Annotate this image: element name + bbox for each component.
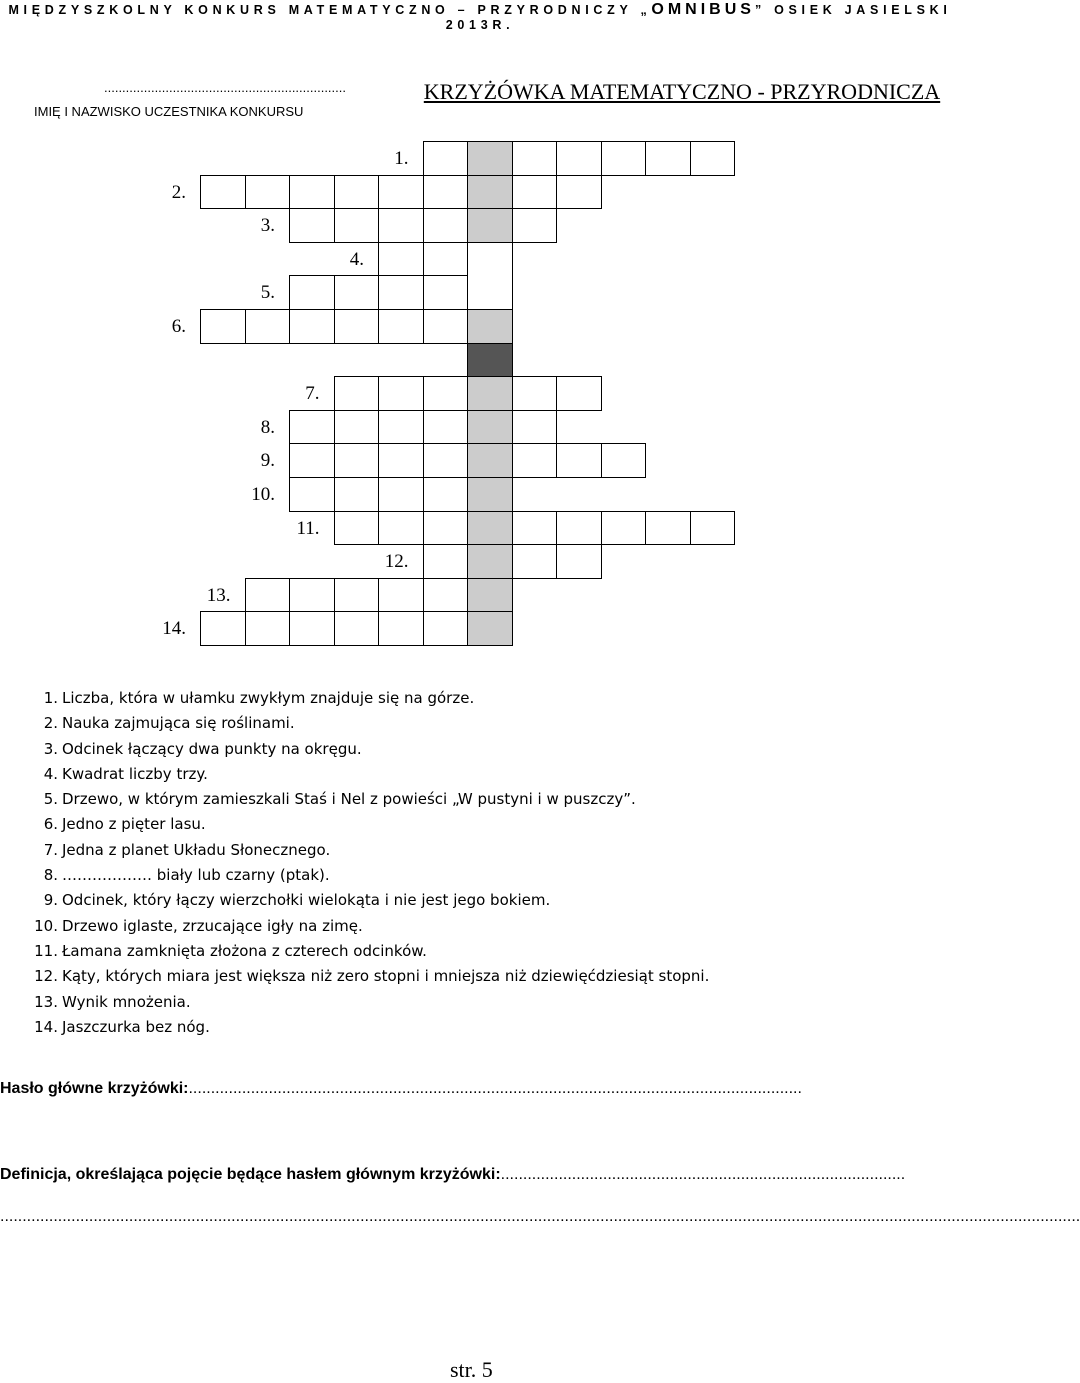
letter-cell[interactable]: [512, 175, 558, 210]
letter-cell[interactable]: [334, 275, 380, 310]
clue-text: Nauka zajmująca się roślinami.: [62, 714, 295, 733]
letter-cell[interactable]: [334, 410, 380, 445]
clue-item: [0, 914, 709, 939]
main-password-dots: ..........................................................................................................................................: [188, 1080, 802, 1097]
clue-text: Drzewo, w którym zamieszkali Staś i Nel z powieści „W pustyni i w puszczy”.: [62, 790, 636, 809]
letter-cell[interactable]: [334, 376, 380, 411]
letter-cell[interactable]: [645, 141, 691, 176]
crossword-title: KRZYŻÓWKA MATEMATYCZNO - PRZYRODNICZA: [423, 79, 941, 104]
letter-cell[interactable]: [556, 443, 602, 478]
letter-cell[interactable]: [334, 309, 380, 344]
letter-cell[interactable]: [334, 511, 380, 546]
clue-item: [0, 737, 709, 762]
clue-number: 12.: [34, 967, 58, 986]
header-omnibus: OMNIBUS: [651, 1, 755, 18]
clue-number: 7.: [43, 840, 58, 859]
letter-cell[interactable]: [690, 511, 736, 546]
definition-label: Definicja, określająca pojęcie będące hasłem głównym krzyżówki:: [0, 1166, 501, 1183]
letter-cell[interactable]: [334, 175, 380, 210]
letter-cell[interactable]: [423, 477, 469, 512]
row-number-label: 1.: [394, 148, 409, 169]
letter-cell[interactable]: [334, 443, 380, 478]
letter-cell[interactable]: [423, 309, 469, 344]
letter-cell[interactable]: [334, 578, 380, 613]
letter-cell[interactable]: [512, 141, 558, 176]
row-number-label: 11.: [296, 517, 320, 539]
clue-number: 5.: [43, 790, 58, 809]
main-password-label: Hasło główne krzyżówki:: [0, 1080, 189, 1097]
clue-item: [0, 964, 709, 989]
letter-cell[interactable]: [556, 141, 602, 176]
letter-cell[interactable]: [245, 175, 291, 210]
letter-cell[interactable]: [512, 544, 558, 579]
clue-item: [0, 863, 709, 888]
clue-item: [0, 787, 709, 812]
row-number-label: 13.: [206, 584, 231, 606]
clue-number: 10.: [34, 916, 58, 935]
letter-cell[interactable]: [200, 175, 246, 210]
clue-number: 9.: [43, 891, 58, 910]
letter-cell[interactable]: [378, 309, 424, 344]
letter-cell[interactable]: [556, 175, 602, 210]
clue-number: 1.: [43, 689, 58, 707]
letter-cell[interactable]: [423, 410, 469, 445]
letter-cell[interactable]: [289, 275, 335, 310]
definition-continuation-line[interactable]: ...................................................................................................................................................................................................................................................: [0, 1208, 1080, 1225]
definition-dots: ...........................................................................................: [500, 1166, 906, 1183]
clue-text: ……………… biały lub czarny (ptak).: [62, 866, 330, 885]
clue-text: Jaszczurka bez nóg.: [62, 1017, 210, 1036]
letter-cell[interactable]: [334, 477, 380, 512]
letter-cell[interactable]: [556, 511, 602, 546]
participant-name-label: IMIĘ I NAZWISKO UCZESTNIKA KONKURSU: [34, 104, 304, 119]
letter-cell[interactable]: [245, 309, 291, 344]
clue-item: [0, 762, 709, 787]
clue-number: 4.: [43, 764, 58, 783]
letter-cell[interactable]: [289, 443, 335, 478]
letter-cell[interactable]: [245, 611, 291, 646]
clue-number: 8.: [43, 866, 58, 885]
row-number-label: 2.: [171, 181, 186, 203]
letter-cell[interactable]: [556, 544, 602, 579]
letter-cell[interactable]: [423, 578, 469, 613]
letter-cell[interactable]: [289, 208, 335, 243]
clue-item: [0, 711, 709, 736]
letter-cell[interactable]: [378, 175, 424, 210]
letter-cell[interactable]: [423, 275, 469, 310]
row-number-label: 14.: [162, 618, 186, 640]
letter-cell[interactable]: [645, 511, 691, 546]
letter-cell[interactable]: [512, 443, 558, 478]
letter-cell[interactable]: [423, 376, 469, 411]
letter-cell[interactable]: [423, 208, 469, 243]
letter-cell[interactable]: [512, 511, 558, 546]
clue-text: Drzewo iglaste, zrzucające igły na zimę.: [62, 916, 363, 935]
letter-cell[interactable]: [378, 376, 424, 411]
letter-cell[interactable]: [512, 376, 558, 411]
letter-cell[interactable]: [378, 443, 424, 478]
clue-number: 3.: [43, 739, 58, 758]
page-number: str. 5: [450, 1357, 493, 1382]
letter-cell[interactable]: [200, 611, 246, 646]
clue-item: [0, 838, 709, 863]
crossword-grid: [0, 0, 960, 700]
letter-cell[interactable]: [601, 443, 647, 478]
letter-cell[interactable]: [601, 141, 647, 176]
main-password-field[interactable]: [0, 1080, 960, 1098]
clue-number: 11.: [34, 941, 58, 960]
letter-cell[interactable]: [690, 141, 736, 176]
clue-text: Kąty, których miara jest większa niż zero stopni i mniejsza niż dziewięćdziesiąt stopni.: [62, 967, 710, 986]
row-number-label: 5.: [260, 282, 275, 304]
letter-cell[interactable]: [334, 611, 380, 646]
header-part-3: ” OSIEK JASIELSKI: [754, 3, 952, 17]
letter-cell[interactable]: [512, 410, 558, 445]
letter-cell[interactable]: [378, 208, 424, 243]
row-number-label: 10.: [251, 484, 275, 505]
letter-cell[interactable]: [378, 511, 424, 546]
clue-text: Łamana zamknięta złożona z czterech odcinków.: [62, 941, 427, 960]
clue-text: Wynik mnożenia.: [62, 992, 191, 1011]
letter-cell[interactable]: [334, 208, 380, 243]
clue-number: 13.: [34, 992, 58, 1011]
row-number-label: 9.: [260, 450, 275, 472]
clue-item: [0, 1015, 709, 1040]
letter-cell[interactable]: [423, 141, 469, 176]
participant-name-field[interactable]: ...................................................................: [104, 80, 346, 95]
letter-cell[interactable]: [423, 611, 469, 646]
letter-cell[interactable]: [289, 477, 335, 512]
clue-text: Jedna z planet Układu Słonecznego.: [62, 840, 331, 859]
clue-text: Odcinek, który łączy wierzchołki wielokąta i nie jest jego bokiem.: [62, 891, 551, 910]
clue-item: [0, 812, 709, 837]
letter-cell[interactable]: [378, 275, 424, 310]
clue-item: [0, 888, 709, 913]
letter-cell[interactable]: [423, 175, 469, 210]
letter-cell[interactable]: [289, 410, 335, 445]
row-number-label: 12.: [384, 551, 409, 573]
letter-cell[interactable]: [289, 578, 335, 613]
row-number-label: 6.: [171, 316, 186, 337]
letter-cell[interactable]: [289, 175, 335, 210]
clue-text: Jedno z pięter lasu.: [62, 815, 206, 834]
letter-cell[interactable]: [378, 578, 424, 613]
clue-number: 2.: [43, 714, 58, 733]
clue-number: 14.: [34, 1017, 58, 1036]
letter-cell[interactable]: [423, 511, 469, 546]
letter-cell[interactable]: [289, 309, 335, 344]
clue-text: Liczba, która w ułamku zwykłym znajduje się na górze.: [62, 689, 475, 707]
letter-cell[interactable]: [601, 511, 647, 546]
row-number-label: 8.: [260, 416, 275, 438]
letter-cell[interactable]: [512, 208, 558, 243]
letter-cell[interactable]: [289, 611, 335, 646]
letter-cell[interactable]: [423, 242, 469, 277]
letter-cell[interactable]: [423, 544, 469, 579]
definition-field[interactable]: [0, 1166, 960, 1184]
letter-cell[interactable]: [423, 443, 469, 478]
contest-year: 2013R.: [445, 18, 515, 32]
letter-cell[interactable]: [556, 376, 602, 411]
clue-list: [0, 686, 709, 1040]
letter-cell[interactable]: [378, 477, 424, 512]
row-number-label: 7.: [305, 383, 320, 405]
letter-cell[interactable]: [378, 611, 424, 646]
clue-text: Kwadrat liczby trzy.: [62, 764, 208, 783]
letter-cell[interactable]: [378, 242, 424, 277]
row-number-label: 3.: [260, 215, 275, 237]
letter-cell[interactable]: [200, 309, 246, 344]
password-column-outline: [467, 141, 513, 646]
clue-text: Odcinek łączący dwa punkty na okręgu.: [62, 739, 362, 758]
row-number-label: 4.: [349, 248, 364, 270]
header-part-1: MIĘDZYSZKOLNY KONKURS MATEMATYCZNO – PRZYRODNICZY „: [8, 3, 652, 17]
letter-cell[interactable]: [378, 410, 424, 445]
clue-item: [0, 686, 709, 711]
clue-item: [0, 990, 709, 1015]
letter-cell[interactable]: [245, 578, 291, 613]
clue-number: 6.: [43, 815, 58, 834]
clue-item: [0, 939, 709, 964]
